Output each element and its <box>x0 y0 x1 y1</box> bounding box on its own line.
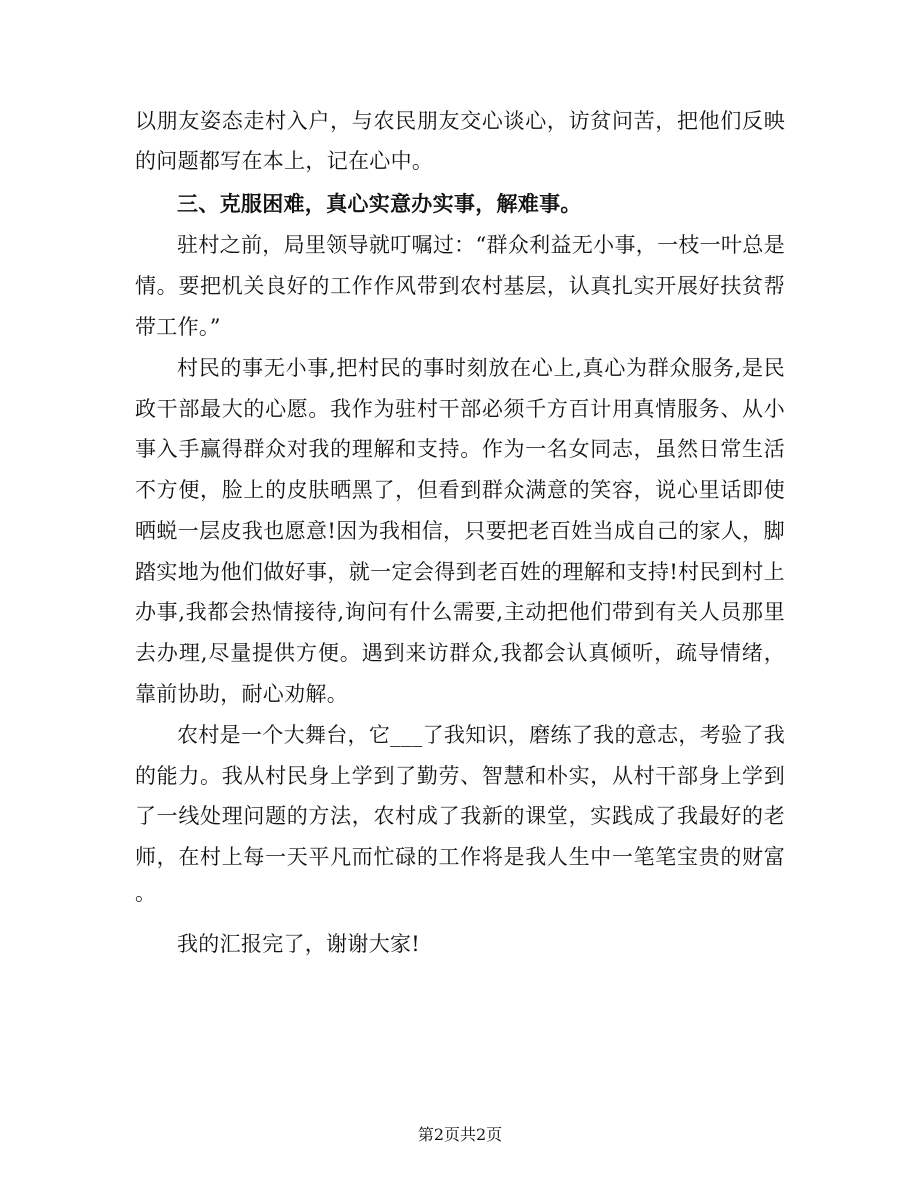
paragraph-line: 带工作。” <box>135 315 221 339</box>
paragraph-line: 驻村之前，局里领导就叮嘱过：“群众利益无小事，一枝一叶总是 <box>177 233 785 257</box>
paragraph-line: 村民的事无小事,把村民的事时刻放在心上,真心为群众服务,是民 <box>177 356 785 380</box>
paragraph-line: 办事,我都会热情接待,询问有什么需要,主动把他们带到有关人员那里 <box>135 600 785 624</box>
paragraph-line: 的问题都写在本上，记在心中。 <box>135 149 434 173</box>
paragraph-line: 情。要把机关良好的工作作风带到农村基层，认真扎实开展好扶贫帮 <box>135 274 785 298</box>
closing-line: 我的汇报完了，谢谢大家! <box>177 932 421 956</box>
paragraph-line: 事入手赢得群众对我的理解和支持。作为一名女同志，虽然日常生活 <box>135 437 785 461</box>
paragraph-line: 师，在村上每一天平凡而忙碌的工作将是我人生中一笔笔宝贵的财富 <box>135 845 785 869</box>
page-footer: 第2页共2页 <box>417 1125 503 1144</box>
paragraph-line: 不方便，脸上的皮肤晒黑了，但看到群众满意的笑容，说心里话即使 <box>135 478 785 502</box>
paragraph-line: 去办理,尽量提供方便。遇到来访群众,我都会认真倾听，疏导情绪， <box>135 641 785 665</box>
paragraph-line: 踏实地为他们做好事，就一定会得到老百姓的理解和支持!村民到村上 <box>135 560 785 584</box>
paragraph-line: 政干部最大的心愿。我作为驻村干部必须千方百计用真情服务、从小 <box>135 397 785 421</box>
paragraph-line: 农村是一个大舞台，它___了我知识，磨练了我的意志，考验了我 <box>177 723 785 747</box>
paragraph-line: 以朋友姿态走村入户，与农民朋友交心谈心，访贫问苦，把他们反映 <box>135 109 785 133</box>
paragraph-line: 。 <box>135 881 157 905</box>
paragraph-line: 靠前协助，耐心劝解。 <box>135 682 348 706</box>
paragraph-line: 了一线处理问题的方法，农村成了我新的课堂，实践成了我最好的老 <box>135 804 785 828</box>
paragraph-line: 晒蜕一层皮我也愿意!因为我相信，只要把老百姓当成自己的家人，脚 <box>135 519 785 543</box>
section-heading: 三、克服困难，真心实意办实事，解难事。 <box>177 191 582 216</box>
paragraph-line: 的能力。我从村民身上学到了勤劳、智慧和朴实，从村干部身上学到 <box>135 764 785 788</box>
